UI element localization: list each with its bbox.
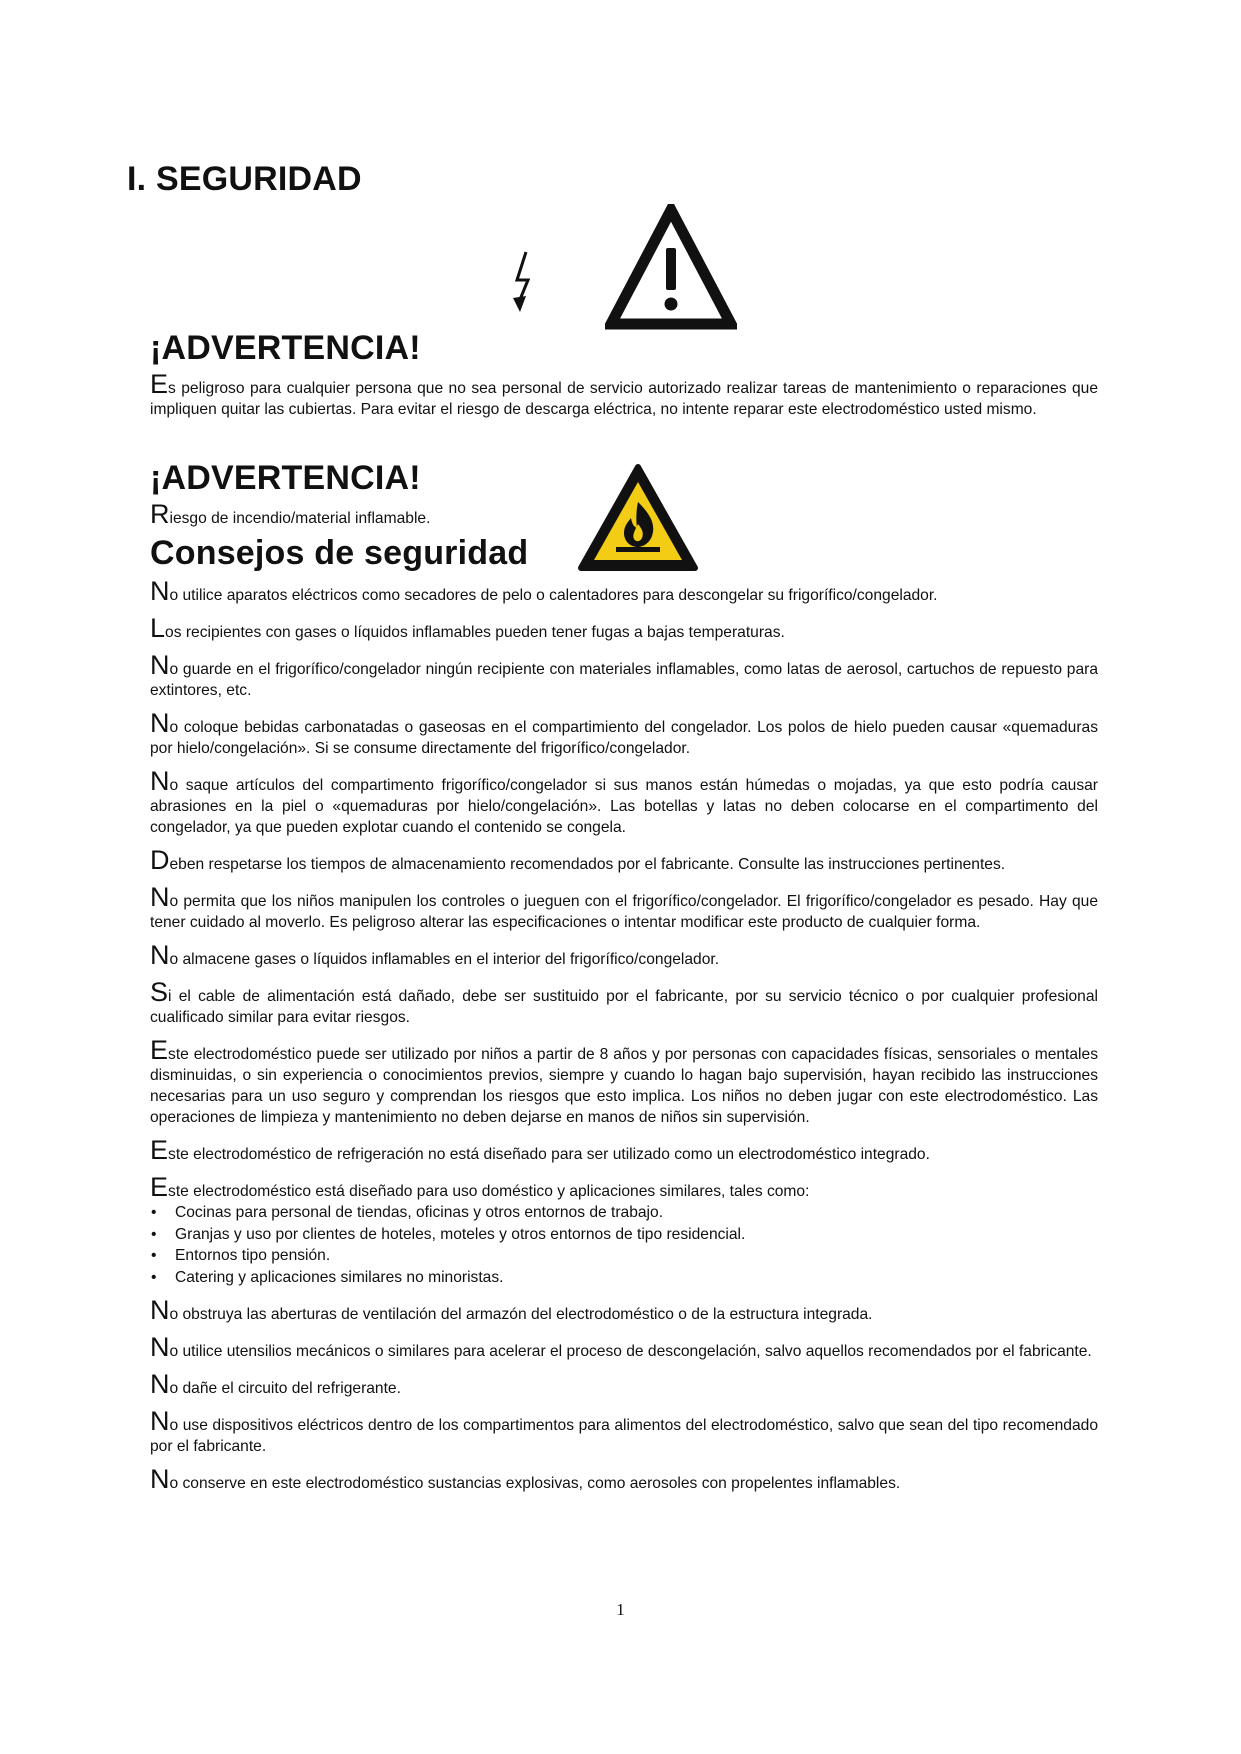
page-title: I. SEGURIDAD xyxy=(127,160,362,198)
drop-capital: N xyxy=(150,766,170,796)
paragraph-text: o conserve en este electrodoméstico sustancias explosivas, como aerosoles con propelentes inflamables. xyxy=(169,1475,901,1492)
warning-section-electrical xyxy=(150,328,1098,432)
drop-capital: L xyxy=(150,613,166,643)
bullet-item: • Entornos tipo pensión. xyxy=(150,1245,1098,1267)
paragraph-text: o saque artículos del compartimento frigorífico/congelador si sus manos están húmedas o mojadas, ya que esto podría causar abrasiones en la piel o «quemaduras por hielo/congelación». Las botellas y latas no deben colocarse en el compartimento del congelador, ya que pueden explotar cuando el contenido se congela. xyxy=(150,777,1098,836)
drop-capital: N xyxy=(150,576,170,606)
drop-capital: N xyxy=(150,1295,170,1325)
paragraph-text: o permita que los niños manipulen los controles o jueguen con el frigorífico/congelador. El frigorífico/congelador es pesado. Hay que tener cuidado al moverlo. Es peligroso alterar las especificaciones o intentar modificar este producto de cualquier forma. xyxy=(150,893,1098,931)
page-number: 1 xyxy=(616,1600,625,1619)
section-heading: Consejos de seguridad xyxy=(150,534,529,572)
warning-text xyxy=(150,499,1098,529)
safety-tips-section xyxy=(150,533,1098,1506)
warning-section-fire xyxy=(150,458,1098,541)
electric-bolt-icon xyxy=(508,250,540,318)
paragraph-text: o almacene gases o líquidos inflamables en el interior del frigorífico/congelador. xyxy=(169,951,720,968)
paragraph-text: iesgo de incendio/material inflamable. xyxy=(169,510,431,527)
drop-capital: N xyxy=(150,940,170,970)
safety-paragraph xyxy=(150,1172,1098,1202)
drop-capital: E xyxy=(150,1172,169,1202)
safety-paragraph xyxy=(150,1369,1098,1399)
drop-capital: N xyxy=(150,1369,170,1399)
warning-heading: ¡ADVERTENCIA! xyxy=(150,459,421,497)
drop-capital: R xyxy=(150,499,170,529)
paragraph-text: o utilice utensilios mecánicos o similares para acelerar el proceso de descongelación, salvo aquellos recomendados por el fabricante. xyxy=(169,1343,1092,1360)
bullet-item: • Catering y aplicaciones similares no minoristas. xyxy=(150,1267,1098,1289)
paragraph-text: i el cable de alimentación está dañado, debe ser sustituido por el fabricante, por su servicio técnico o por cualquier profesional cualificado similar para evitar riesgos. xyxy=(150,988,1098,1026)
paragraph-text: o obstruya las aberturas de ventilación del armazón del electrodoméstico o de la estructura integrada. xyxy=(169,1306,873,1323)
safety-paragraph xyxy=(150,576,1098,606)
safety-paragraph xyxy=(150,977,1098,1028)
warning-triangle-icon xyxy=(605,204,737,330)
drop-capital: N xyxy=(150,650,170,680)
drop-capital: S xyxy=(150,977,169,1007)
usage-bullet-list xyxy=(150,1202,1098,1288)
paragraph-text: o coloque bebidas carbonatadas o gaseosas en el compartimiento del congelador. Los polos de hielo pueden causar «quemaduras por hielo/congelación». Si se consume directamente del frigorífico/congelador. xyxy=(150,719,1098,757)
safety-paragraph xyxy=(150,650,1098,701)
safety-paragraph xyxy=(150,1295,1098,1325)
safety-paragraph xyxy=(150,708,1098,759)
drop-capital: N xyxy=(150,708,170,738)
paragraph-text: o guarde en el frigorífico/congelador ningún recipiente con materiales inflamables, como latas de aerosol, cartuchos de repuesto para extintores, etc. xyxy=(150,661,1098,699)
warning-text xyxy=(150,369,1098,420)
paragraph-text: o use dispositivos eléctricos dentro de los compartimentos para alimentos del electrodoméstico, salvo que sean del tipo recomendado por el fabricante. xyxy=(150,1417,1098,1455)
paragraph-text: o utilice aparatos eléctricos como secadores de pelo o calentadores para descongelar su frigorífico/congelador. xyxy=(169,587,938,604)
safety-paragraph xyxy=(150,613,1098,643)
drop-capital: N xyxy=(150,1464,170,1494)
paragraph-text: ste electrodoméstico de refrigeración no está diseñado para ser utilizado como un electrodoméstico integrado. xyxy=(168,1146,930,1163)
paragraph-text: os recipientes con gases o líquidos inflamables pueden tener fugas a bajas temperaturas. xyxy=(165,624,785,641)
paragraph-text: eben respetarse los tiempos de almacenamiento recomendados por el fabricante. Consulte las instrucciones pertinentes. xyxy=(169,856,1006,873)
bullet-item: • Cocinas para personal de tiendas, oficinas y otros entornos de trabajo. xyxy=(150,1202,1098,1224)
drop-capital: N xyxy=(150,1406,170,1436)
warning-heading: ¡ADVERTENCIA! xyxy=(150,329,421,367)
drop-capital: E xyxy=(150,1135,169,1165)
bullet-item: • Granjas y uso por clientes de hoteles, moteles y otros entornos de tipo residencial. xyxy=(150,1224,1098,1246)
paragraph-text: ste electrodoméstico está diseñado para uso doméstico y aplicaciones similares, tales como: xyxy=(168,1183,810,1200)
drop-capital: E xyxy=(150,369,169,399)
paragraph-text: ste electrodoméstico puede ser utilizado por niños a partir de 8 años y por personas con capacidades físicas, sensoriales o mentales disminuidas, o sin experiencia o conocimientos previos, siempre y cuando lo hagan bajo supervisión, hayan recibido las instrucciones necesarias para un uso seguro y comprendan los riesgos que esto implica. Los niños no deben jugar con este electrodoméstico. Las operaciones de limpieza y mantenimiento no deben dejarse en manos de niños sin supervisión. xyxy=(150,1046,1098,1126)
safety-paragraph xyxy=(150,845,1098,875)
safety-paragraph xyxy=(150,1464,1098,1494)
safety-paragraph xyxy=(150,1406,1098,1457)
paragraph-text: s peligroso para cualquier persona que no sea personal de servicio autorizado realizar tareas de mantenimiento o reparaciones que impliquen quitar las cubiertas. Para evitar el riesgo de descarga eléctrica, no intente reparar este electrodoméstico usted mismo. xyxy=(150,380,1098,418)
safety-paragraph xyxy=(150,882,1098,933)
drop-capital: N xyxy=(150,882,170,912)
safety-paragraph xyxy=(150,940,1098,970)
safety-paragraph xyxy=(150,1035,1098,1128)
safety-paragraph xyxy=(150,1332,1098,1362)
drop-capital: D xyxy=(150,845,170,875)
paragraph-text: o dañe el circuito del refrigerante. xyxy=(169,1380,401,1397)
drop-capital: E xyxy=(150,1035,169,1065)
drop-capital: N xyxy=(150,1332,170,1362)
safety-paragraph xyxy=(150,766,1098,838)
safety-paragraph xyxy=(150,1135,1098,1165)
